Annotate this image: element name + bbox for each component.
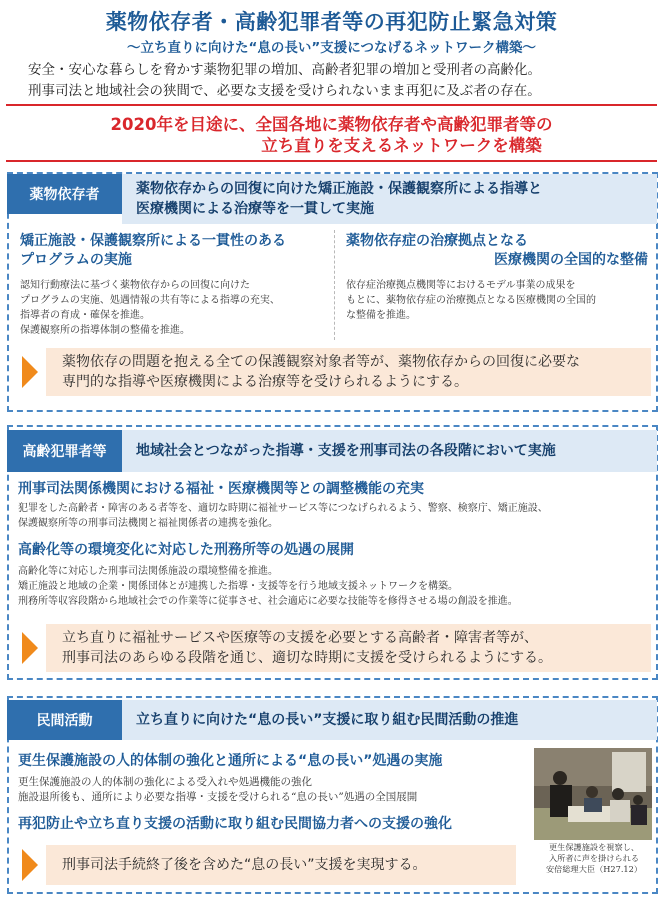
- heading-line: 医療機関の全国的な整備: [494, 252, 648, 268]
- caption-line: 入所者に声を掛けられる: [548, 853, 640, 863]
- red-divider-top: [6, 104, 657, 106]
- body-line: 施設退所後も、通所により必要な指導・支援を受けられる“息の長い”処遇の全国展開: [18, 791, 418, 803]
- visit-photo-illustration: [534, 748, 652, 840]
- result-line: 薬物依存の問題を抱える全ての保護観察対象者等が、薬物依存からの回復に必要な: [62, 354, 580, 370]
- body-line: 保護観察所の指導体制の整備を推進。: [20, 325, 190, 336]
- body-line: 依存症治療拠点機関等におけるモデル事業の成果を: [346, 280, 576, 291]
- goal-statement: [0, 114, 663, 156]
- heading-line: 矯正施設・保護観察所による一貫性のある: [20, 233, 286, 249]
- private-item1-heading: 更生保護施設の人的体制の強化と通所による“息の長い”処遇の実施: [18, 753, 443, 769]
- photo-caption: [530, 842, 658, 875]
- private-result-box: 刑事司法手続終了後を含めた“息の長い”支援を実現する。: [46, 845, 516, 885]
- section-band-elderly: 地域社会とつながった指導・支援を刑事司法の各段階において実施: [122, 430, 657, 472]
- elderly-item2-body: [18, 564, 654, 609]
- drug-result-box: [46, 348, 651, 396]
- band-line: 薬物依存からの回復に向けた矯正施設・保護観察所による指導と: [136, 181, 542, 197]
- body-line: プログラムの実施、処遇情報の共有等による指導の充実、: [20, 295, 280, 306]
- body-line: 犯罪をした高齢者・障害のある者等を、適切な時期に福祉サービス等につなげられるよう、警察、検察庁、矯正施設、: [18, 503, 548, 514]
- elderly-item1-body: [18, 501, 654, 531]
- column-divider: [334, 230, 335, 340]
- body-line: 高齢化等に対応した刑事司法関係施設の環境整備を推進。: [18, 566, 278, 577]
- section-tag-private: 民間活動: [7, 700, 122, 740]
- result-line: 専門的な指導や医療機関による治療等を受けられるようにする。: [62, 374, 468, 390]
- section-tag-drug: 薬物依存者: [7, 174, 122, 214]
- drug-right-heading: [346, 232, 648, 270]
- body-line: 認知行動療法に基づく薬物依存からの回復に向けた: [20, 280, 250, 291]
- drug-left-heading: [20, 232, 330, 270]
- red-divider-bottom: [6, 160, 657, 162]
- section-band-drug: [122, 174, 657, 224]
- elderly-item1-heading: 刑事司法関係機関における福祉・医療機関等との調整機能の充実: [18, 481, 424, 497]
- page-title: 薬物依存者・高齢犯罪者等の再犯防止緊急対策: [105, 10, 558, 34]
- result-line: 立ち直りに福祉サービスや医療等の支援を必要とする高齢者・障害者等が、: [62, 630, 538, 646]
- drug-left-body: [20, 278, 330, 338]
- lead-paragraph: [28, 60, 638, 102]
- orange-arrow-icon: [22, 632, 38, 664]
- elderly-item2-heading: 高齢化等の環境変化に対応した刑務所等の処遇の展開: [18, 542, 354, 558]
- heading-line: 薬物依存症の治療拠点となる: [346, 233, 528, 249]
- lead-line: 刑事司法と地域社会の狭間で、必要な支援を受けられないまま再犯に及ぶ者の存在。: [28, 83, 541, 99]
- private-item1-body: [18, 775, 528, 805]
- private-item2-heading: 再犯防止や立ち直り支援の活動に取り組む民間協力者への支援の強化: [18, 816, 452, 832]
- elderly-result-box: [46, 624, 651, 672]
- orange-arrow-icon: [22, 356, 38, 388]
- body-line: な整備を推進。: [346, 310, 416, 321]
- body-line: 保護観察所等の刑事司法機関と福祉関係者の連携を強化。: [18, 518, 278, 529]
- goal-line: 2020年を目途に、全国各地に薬物依存者や高齢犯罪者等の: [110, 115, 553, 134]
- drug-right-body: [346, 278, 648, 323]
- band-line: 医療機関による治療等を一貫して実施: [136, 201, 374, 217]
- page-subtitle: ～立ち直りに向けた“息の長い”支援につなげるネットワーク構築～: [127, 40, 536, 56]
- caption-line: 更生保護施設を視察し、: [548, 842, 640, 852]
- body-line: 指導者の育成・確保を推進。: [20, 310, 150, 321]
- body-line: 刑務所等収容段階から地域社会での作業等に従事させ、社会適応に必要な技能等を修得させる場の創設を推進。: [18, 596, 518, 607]
- caption-line: 安倍総理大臣（H27.12）: [545, 864, 643, 874]
- orange-arrow-icon: [22, 849, 38, 881]
- lead-line: 安全・安心な暮らしを脅かす薬物犯罪の増加、高齢者犯罪の増加と受刑者の高齢化。: [28, 62, 541, 78]
- section-band-private: 立ち直りに向けた“息の長い”支援に取り組む民間活動の推進: [122, 700, 657, 740]
- body-line: もとに、薬物依存症の治療拠点となる医療機関の全国的: [346, 295, 596, 306]
- goal-line: 立ち直りを支えるネットワークを構築: [261, 136, 542, 155]
- result-line: 刑事司法のあらゆる段階を通じ、適切な時期に支援を受けられるようにする。: [62, 650, 552, 666]
- heading-line: プログラムの実施: [20, 252, 132, 268]
- visit-photo: [534, 748, 652, 840]
- body-line: 更生保護施設の人的体制の強化による受入れや処遇機能の強化: [18, 776, 312, 788]
- section-tag-elderly: 高齢犯罪者等: [7, 430, 122, 472]
- body-line: 矯正施設と地域の企業・関係団体とが連携した指導・支援等を行う地域支援ネットワークを構築。: [18, 581, 458, 592]
